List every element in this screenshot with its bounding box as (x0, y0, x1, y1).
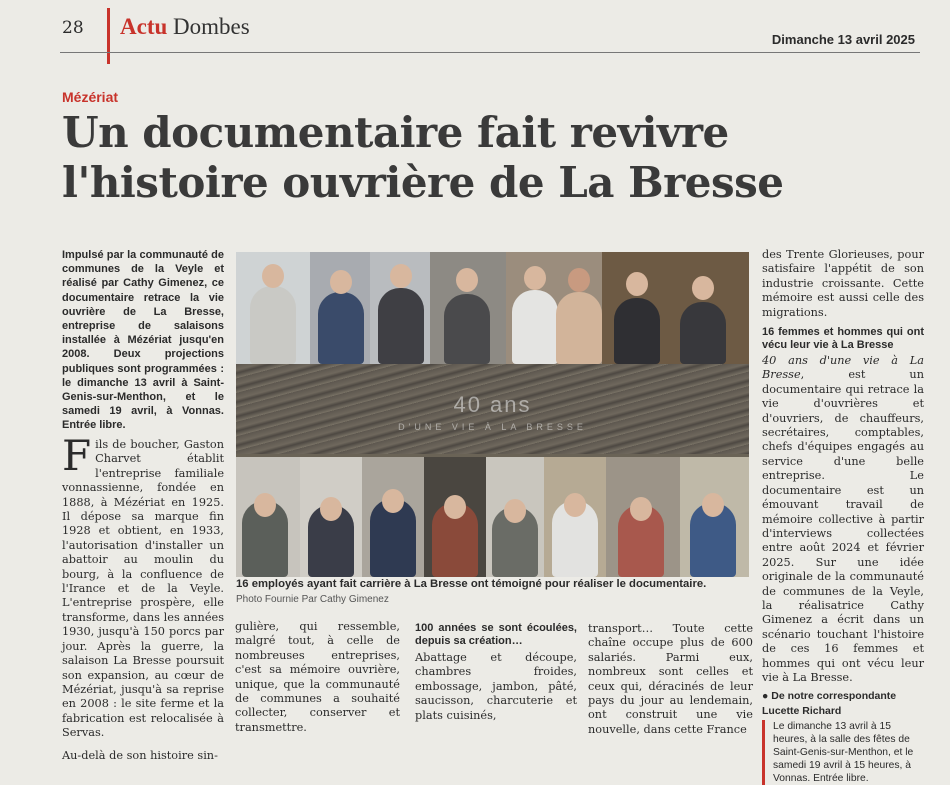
person-head (564, 493, 586, 517)
photo-tile (300, 457, 362, 577)
documentary-title: 40 ans d'une vie à La Bresse (762, 354, 924, 382)
photo-tile (236, 252, 310, 364)
article-right-column (762, 248, 924, 785)
photo-tile (310, 252, 370, 364)
article-body-col4: transport… Toute cette chaîne occupe plus de 600 salariés. Parmi eux, nombreux sont celles et ceux qui, déracinés de leur pays du jour au lendemain, ont construit une vie nouvelle, dans cette France (588, 622, 753, 736)
section-divider (107, 8, 110, 64)
photo-top-strip (236, 252, 749, 364)
article-photo (236, 252, 749, 577)
person-head (382, 489, 404, 513)
article-title (62, 108, 822, 208)
person-figure (556, 292, 602, 364)
article-lead: Impulsé par la communauté de communes de la Veyle et réalisé par Cathy Gimenez, ce documentaire retrace la vie ouvrière de La Bresse, entreprise de salaisons installée à Mézériat jusqu'en 2008. Deux projections publiques sont programmées : le dimanche 13 avril à Saint-Genis-sur-Menthon, et le samedi 19 avril, à Vonnas. Entrée libre. (62, 249, 224, 432)
logo-subtitle: D'UNE VIE À LA BRESSE (398, 422, 587, 432)
photo-bottom-strip (236, 457, 749, 577)
photo-tile (602, 252, 749, 364)
photo-tile (606, 457, 680, 577)
article-kicker: Mézériat (62, 89, 119, 105)
article-body-col2: gulière, qui ressemble, malgré tout, à celle de nombreuses entreprises, c'est sa mémoire ouvrière, unique, que la communauté de communes a souhaité collecter, conserver et transmettre. (235, 620, 400, 734)
logo-title: 40 ans (453, 392, 532, 417)
photo-tile (544, 457, 606, 577)
title-line-2: l'histoire ouvrière de La Bresse (62, 158, 784, 207)
person-head (390, 264, 412, 288)
photo-tile (424, 457, 486, 577)
right-top-text: des Trente Glorieuses, pour satisfaire l'appétit de son industrie croissante. Cette mémoire est aussi celle des migrations. (762, 248, 924, 319)
signature-role: ● De notre correspondante (762, 690, 897, 703)
right-body (762, 354, 924, 685)
section-accent: Actu (120, 14, 168, 39)
person-head (524, 266, 546, 290)
photo-caption: 16 employés ayant fait carrière à La Bresse ont témoigné pour réaliser le documentaire. (236, 578, 707, 590)
photo-tile (370, 252, 430, 364)
subheading-creation: 100 années se sont écoulées, depuis sa création… (415, 622, 577, 647)
article-body-col1 (62, 431, 224, 763)
photo-tile (486, 457, 544, 577)
header-rule (60, 52, 920, 53)
person-head (262, 264, 284, 288)
person-head (444, 495, 466, 519)
page-header (0, 0, 950, 56)
photo-tile (236, 457, 300, 577)
person-head (320, 497, 342, 521)
person-figure (444, 294, 490, 364)
documentary-logo (236, 392, 749, 432)
photo-credit: Photo Fournie Par Cathy Gimenez (236, 594, 389, 605)
person-figure (512, 290, 558, 364)
person-head (692, 276, 714, 300)
signature (762, 689, 924, 718)
person-head (702, 493, 724, 517)
article-body-col3 (415, 622, 577, 723)
person-figure (250, 286, 296, 364)
drop-cap: F (62, 431, 92, 480)
body3-text: Abattage et découpe, chambres froides, embossage, jambon, pâté, saucisson, charcuterie et plats cuisinés, (415, 651, 577, 722)
section-title (120, 14, 250, 40)
body1-end: Au-delà de son histoire sin- (62, 748, 218, 762)
body1-text: ils de boucher, Gaston Charvet établit l'entreprise familiale vonnassienne, fondée en 1888, à Mézériat en 1925. Il dépose sa marque fin 1928 et obtient, en 1933, l'autorisation d'installer un abattoir au moulin du bourg, à la confluence de l'Irance et de la Veyle. L'entreprise prospère, elle transforme, dans les années 1930, jusqu'à 150 porcs par jour. Après la guerre, la salaison La Bresse poursuit son expansion, au cœur de Mézériat, jusqu'à sa reprise en 2008 : le site ferme et la fabrication est relocalisée à Servas. (62, 438, 224, 740)
person-head (330, 270, 352, 294)
practical-info: Le dimanche 13 avril à 15 heures, à la salle des fêtes de Saint-Genis-sur-Menthon, et le samedi 19 avril à 15 heures, à Vonnas. Entrée libre. (762, 720, 924, 785)
photo-tile (680, 457, 749, 577)
page-number: 28 (62, 18, 84, 38)
person-figure (680, 302, 726, 364)
person-head (456, 268, 478, 292)
subheading-16-people: 16 femmes et hommes qui ont vécu leur vie à La Bresse (762, 326, 924, 352)
photo-tile (362, 457, 424, 577)
person-head (626, 272, 648, 296)
photo-tile (430, 252, 506, 364)
person-figure (614, 298, 660, 364)
section-name: Dombes (173, 14, 250, 39)
person-head (630, 497, 652, 521)
person-figure (378, 288, 424, 364)
right-body-text: , est un documentaire qui retrace la vie d'ouvrières et d'ouvriers, de chauffeurs, secrétaires, comptables, chefs d'équipes engagés au service d'une belle entreprise. Le documentaire est un émouvant travail de mémoire collective à partir d'interviews collectées entre août 2024 et février 2025. Sur une idée originale de la communauté de communes de la Veyle, la réalisatrice Cathy Gimenez a écrit dans un scénario touchant l'histoire de ces 16 femmes et hommes qui ont vécu leur vie à La Bresse. (762, 368, 924, 684)
signature-name: Lucette Richard (762, 704, 842, 717)
person-head (254, 493, 276, 517)
person-figure (318, 292, 364, 364)
photo-tile (506, 252, 602, 364)
issue-date: Dimanche 13 avril 2025 (771, 32, 915, 47)
title-line-1: Un documentaire fait revivre (62, 108, 729, 157)
person-head (504, 499, 526, 523)
person-head (568, 268, 590, 292)
